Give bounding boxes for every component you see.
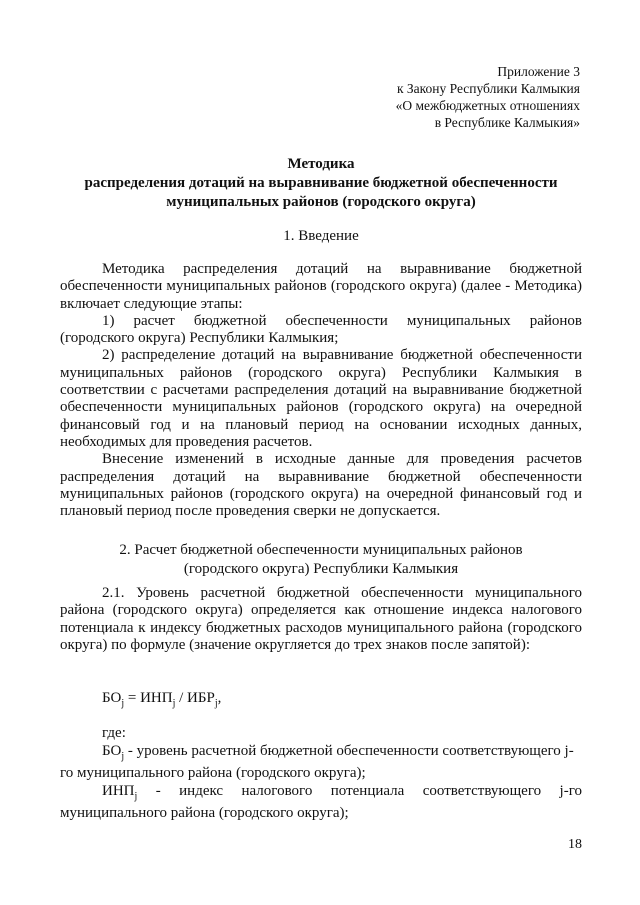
formula-end: , — [217, 690, 222, 706]
definition-item — [60, 783, 582, 823]
document-title — [60, 155, 582, 212]
paragraph: 2) распределение дотаций на выравнивание бюджетной обеспеченности муниципальных районов (городского округа) Республики Калмыкия в соответствии с расчетами распределения дотаций на выравнивание бюджетной обеспеченности муниципальных районов (городского округа) на очередной финансовый год и на плановый период на основании исходных данных, необходимых для проведения расчетов. — [60, 347, 582, 450]
definition-text: - уровень расчетной бюджетной обеспеченности соответствующего j-го муниципального района (городского округа); — [60, 742, 574, 782]
definition-text: - индекс налогового потенциала соответствующего j-го муниципального района (городского округа); — [60, 782, 582, 822]
title-line: Методика — [287, 156, 355, 172]
heading-line: (городского округа) Республики Калмыкия — [183, 561, 459, 577]
page-number: 18 — [568, 837, 582, 852]
definition-symbol: ИНП — [102, 782, 135, 799]
paragraph: 1) расчет бюджетной обеспеченности муниципальных районов (городского округа) Республики Калмыкия; — [60, 312, 582, 347]
section-2-body — [60, 585, 582, 654]
formula-sub: j — [172, 698, 176, 709]
definition-symbol: БО — [102, 742, 122, 759]
where-label: где: — [102, 725, 126, 741]
paragraph: 2.1. Уровень расчетной бюджетной обеспеченности муниципального района (городского округа) определяется как отношение индекса налогового потенциала к индексу бюджетных расходов муниципального района (городского округа) по формуле (значение округляется до трех знаков после запятой): — [60, 585, 582, 653]
definition-sub: j — [134, 790, 138, 802]
section-2-heading — [60, 541, 582, 579]
definition-item — [60, 743, 582, 783]
appendix-line: «О межбюджетных отношениях — [395, 98, 580, 113]
definitions — [60, 725, 582, 823]
formula-term: ИНП — [140, 690, 173, 706]
paragraph: Внесение изменений в исходные данные для проведения расчетов распределения дотаций на выравнивание бюджетной обеспеченности муниципальных районов (городского округа) на очередной финансовый год и плановый период после проведения сверки не допускается. — [60, 451, 582, 520]
formula-eq: = — [124, 690, 141, 706]
formula — [102, 689, 221, 713]
formula-sub: j — [121, 698, 125, 709]
formula-div: / — [175, 690, 188, 706]
appendix-line: к Закону Республики Калмыкия — [396, 81, 580, 96]
section-1-heading: 1. Введение — [283, 228, 359, 244]
title-line: распределения дотаций на выравнивание бюджетной обеспеченности — [84, 175, 558, 191]
appendix-header — [396, 63, 580, 131]
heading-line: 2. Расчет бюджетной обеспеченности муниципальных районов — [119, 542, 523, 558]
formula-term: ИБР — [187, 690, 215, 706]
paragraph: Методика распределения дотаций на выравнивание бюджетной обеспеченности муниципальных районов (городского округа) (далее - Методика) включает следующие этапы: — [60, 261, 582, 312]
formula-sub: j — [214, 698, 218, 709]
definition-sub: j — [121, 750, 125, 762]
section-1-body — [60, 261, 582, 520]
title-line: муниципальных районов (городского округа) — [166, 194, 476, 210]
appendix-line: Приложение 3 — [497, 64, 580, 79]
appendix-line: в Республике Калмыкия» — [434, 115, 580, 130]
formula-lhs: БО — [102, 690, 122, 706]
